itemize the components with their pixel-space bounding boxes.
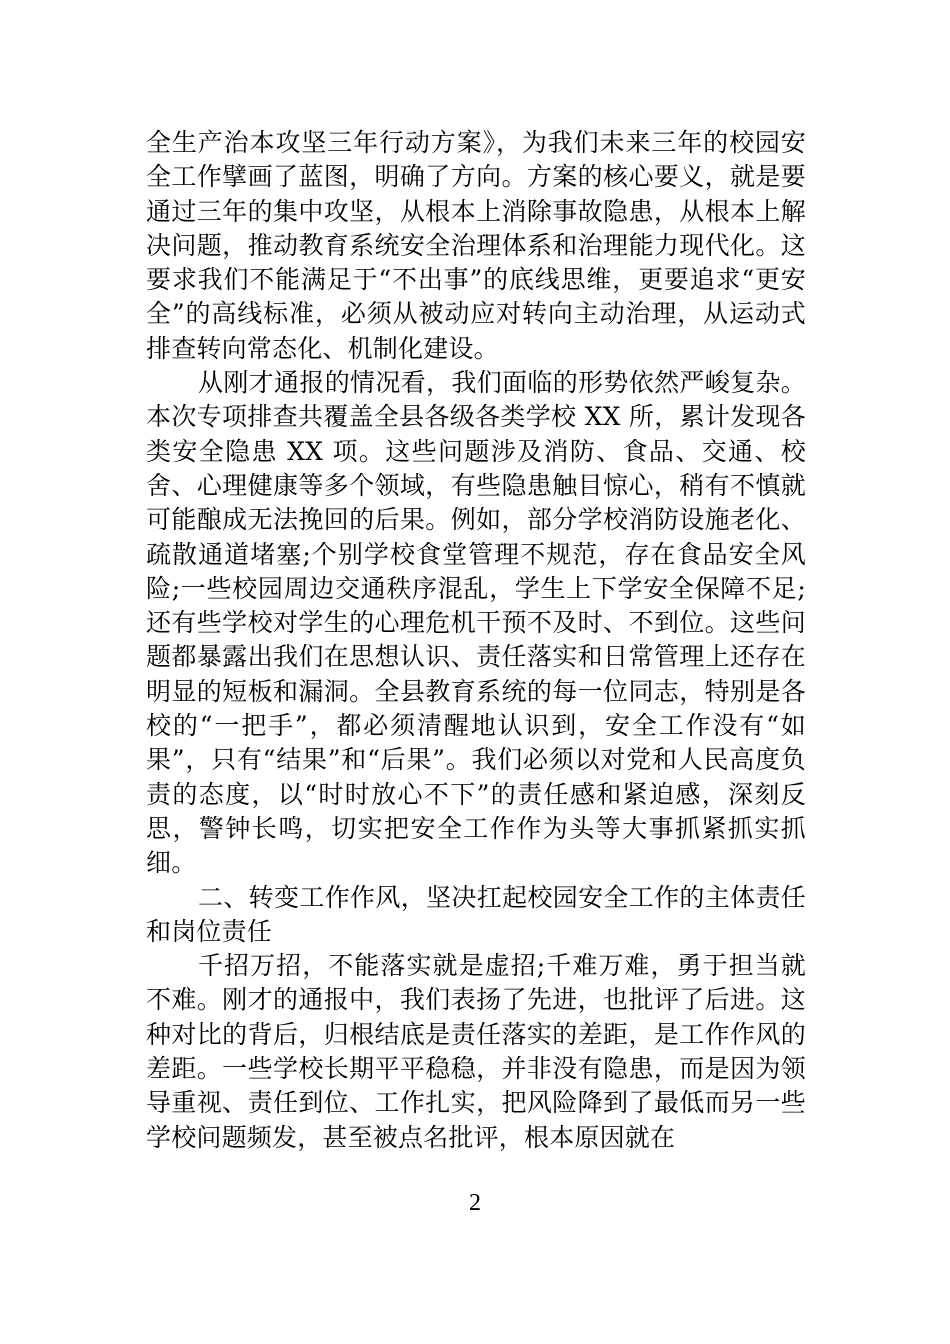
page-number: 2 [469,1190,481,1216]
paragraph-responsibility: 千招万招，不能落实就是虚招;千难万难，勇于担当就不难。刚才的通报中，我们表扬了先进，也批评了后进。这种对比的背后，归根结底是责任落实的差距，是工作作风的差距。一些学校长期平平稳稳，并非没有隐患，而是因为领导重视、责任到位、工作扎实，把风险降到了最低而另一些学校问题频发，甚至被点名批评，根本原因就在 [146,951,806,1152]
section-heading-two: 二、转变工作作风，坚决扛起校园安全工作的主体责任和岗位责任 [146,882,806,946]
document-body [146,126,806,1155]
paragraph-situation: 从刚才通报的情况看，我们面临的形势依然严峻复杂。本次专项排查共覆盖全县各级各类学校 XX 所，累计发现各类安全隐患 XX 项。这些问题涉及消防、食品、交通、校舍、心理健康等多个领域，有些隐患触目惊心，稍有不慎就可能酿成无法挽回的后果。例如，部分学校消防设施老化、疏散通道堵塞;个别学校食堂管理不规范，存在食品安全风险;一些校园周边交通秩序混乱，学生上下学安全保障不足;还有些学校对学生的心理危机干预不及时、不到位。这些问题都暴露出我们在思想认识、责任落实和日常管理上还存在明显的短板和漏洞。全县教育系统的每一位同志，特别是各校的“一把手”，都必须清醒地认识到，安全工作没有“如果”，只有“结果”和“后果”。我们必须以对党和人民高度负责的态度，以“时时放心不下”的责任感和紧迫感，深刻反思，警钟长鸣，切实把安全工作作为头等大事抓紧抓实抓细。 [146,368,806,878]
paragraph-continuation: 全生产治本攻坚三年行动方案》，为我们未来三年的校园安全工作擘画了蓝图，明确了方向。方案的核心要义，就是要通过三年的集中攻坚，从根本上消除事故隐患，从根本上解决问题，推动教育系统安全治理体系和治理能力现代化。这要求我们不能满足于“不出事”的底线思维，更要追求“更安全”的高线标准，必须从被动应对转向主动治理，从运动式排查转向常态化、机制化建设。 [146,128,806,363]
